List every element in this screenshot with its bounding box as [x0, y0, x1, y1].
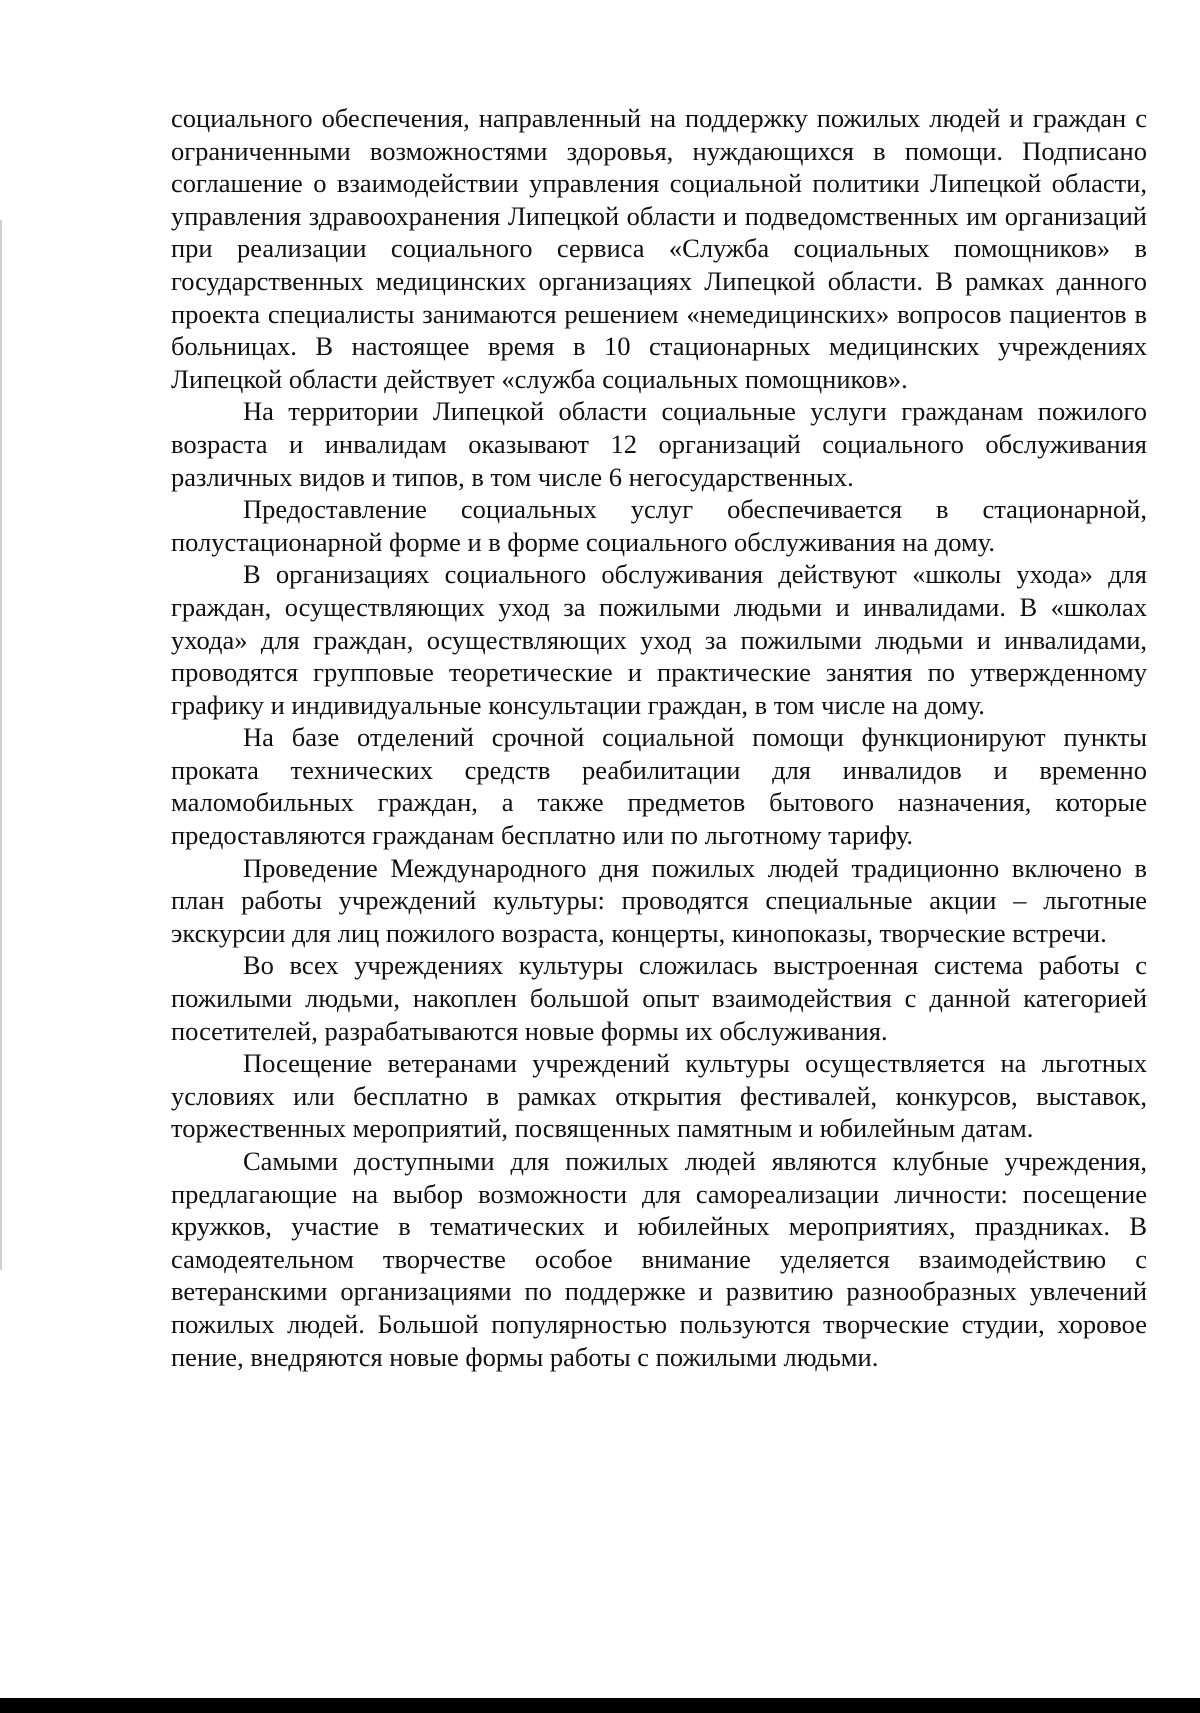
paragraph-social-helpers-service: социального обеспечения, направленный на поддержку пожилых людей и граждан с ограниченными возможностями здоровья, нуждающихся в помощи. Подписано соглашение о взаимодействии управления социальной политики Липецкой области, управления здравоохранения Липецкой области и подведомственных им организаций при реализации социального сервиса «Служба социальных помощников» в государственных медицинских организациях Липецкой области. В рамках данного проекта специалисты занимаются решением «немедицинских» вопросов пациентов в больницах. В настоящее время в 10 стационарных медицинских учреждениях Липецкой области действует «служба социальных помощников». [171, 103, 1147, 394]
paragraph-veterans-visits: Посещение ветеранами учреждений культуры осуществляется на льготных условиях или бесплатно в рамках открытия фестивалей, конкурсов, выставок, торжественных мероприятий, посвященных памятным и юбилейным датам. [171, 1048, 1147, 1144]
paragraph-service-forms: Предоставление социальных услуг обеспечивается в стационарной, полустационарной форме и в форме социального обслуживания на дому. [171, 494, 1147, 557]
paragraph-social-services-organizations: На территории Липецкой области социальные услуги гражданам пожилого возраста и инвалидам оказывают 12 организаций социального обслуживания различных видов и типов, в том числе 6 негосударственных. [171, 396, 1147, 492]
scan-bottom-band [0, 1698, 1200, 1713]
paragraph-culture-institutions-work: Во всех учреждениях культуры сложилась выстроенная система работы с пожилыми людьми, накоплен большой опыт взаимодействия с данной категорией посетителей, разрабатываются новые формы их обслуживания. [171, 950, 1147, 1046]
paragraph-care-schools: В организациях социального обслуживания действуют «школы ухода» для граждан, осуществляющих уход за пожилыми людьми и инвалидами. В «школах ухода» для граждан, осуществляющих уход за пожилыми людьми и инвалидами, проводятся групповые теоретические и практические занятия по утвержденному графику и индивидуальные консультации граждан, в том числе на дому. [171, 559, 1147, 720]
scan-edge-line [0, 220, 2, 1270]
paragraph-club-institutions: Самыми доступными для пожилых людей являются клубные учреждения, предлагающие на выбор возможности для самореализации личности: посещение кружков, участие в тематических и юбилейных мероприятиях, праздниках. В самодеятельном творчестве особое внимание уделяется взаимодействию с ветеранскими организациями по поддержке и развитию разнообразных увлечений пожилых людей. Большой популярностью пользуются творческие студии, хоровое пение, внедряются новые формы работы с пожилыми людьми. [171, 1146, 1147, 1372]
paragraph-rehabilitation-rental: На базе отделений срочной социальной помощи функционируют пункты проката технических средств реабилитации для инвалидов и временно маломобильных граждан, а также предметов бытового назначения, которые предоставляются гражданам бесплатно или по льготному тарифу. [171, 722, 1147, 851]
paragraph-international-elderly-day: Проведение Международного дня пожилых людей традиционно включено в план работы учреждений культуры: проводятся специальные акции – льготные экскурсии для лиц пожилого возраста, концерты, кинопоказы, творческие встречи. [171, 852, 1147, 948]
document-body [171, 102, 1147, 1373]
